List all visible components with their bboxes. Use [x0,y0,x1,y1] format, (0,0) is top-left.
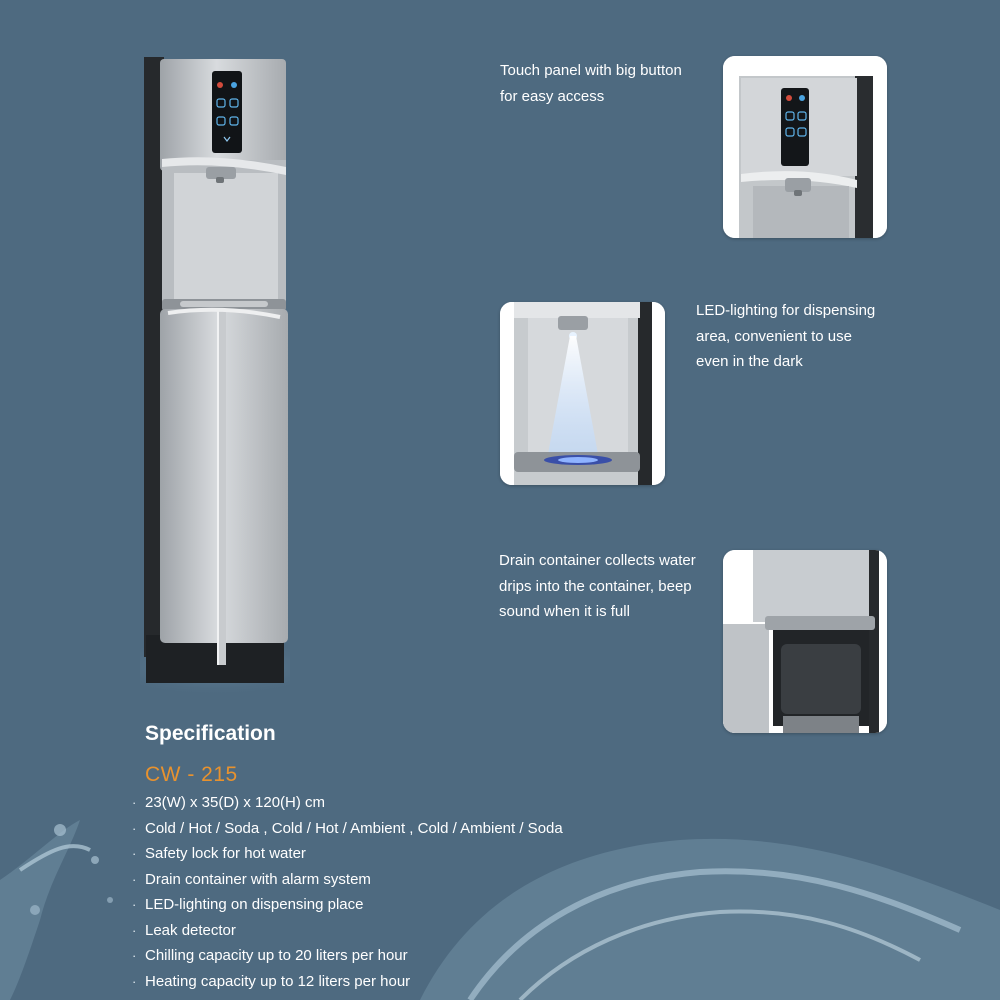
bullet-icon: · [132,846,137,861]
model-number: CW - 215 [145,763,238,786]
bullet-icon: · [132,948,137,963]
feature-caption-drain-container: Drain container collects water drips into the container, beep sound when it is full [499,552,696,620]
touch-panel-photo [723,56,887,238]
bullet-icon: · [132,973,137,989]
drain-container-photo [723,550,887,733]
feature-caption-led-lighting: LED-lighting for dispensing area, convenient to use even in the dark [696,302,876,370]
spec-item-drain-alarm: · Drain container with alarm system [132,867,563,893]
bullet-icon: · [132,820,137,836]
spec-item-led-lighting: · LED-lighting on dispensing place [132,892,563,918]
spec-item-chilling-capacity: · Chilling capacity up to 20 liters per hour [132,943,563,969]
bullet-icon: · [132,922,137,938]
bullet-icon: · [132,897,137,912]
spec-item-heating-capacity: · Heating capacity up to 12 liters per hour [132,969,563,995]
water-dispenser-image [140,55,290,695]
spec-item-leak-detector: · Leak detector [132,918,563,944]
bullet-icon: · [132,795,137,810]
spec-item-dimensions: · 23(W) x 35(D) x 120(H) cm [132,790,563,816]
bullet-icon: · [132,871,137,887]
feature-caption-touch-panel: Touch panel with big button for easy access [500,62,682,105]
spec-item-modes: · Cold / Hot / Soda , Cold / Hot / Ambient , Cold / Ambient / Soda [132,816,563,842]
touch-panel-photo-card [723,56,887,238]
specification-list [132,790,563,994]
specification-heading: Specification [145,722,276,745]
led-lighting-photo-card [500,302,665,485]
spec-item-safety-lock: · Safety lock for hot water [132,841,563,867]
led-lighting-photo [500,302,665,485]
drain-container-photo-card [723,550,887,733]
